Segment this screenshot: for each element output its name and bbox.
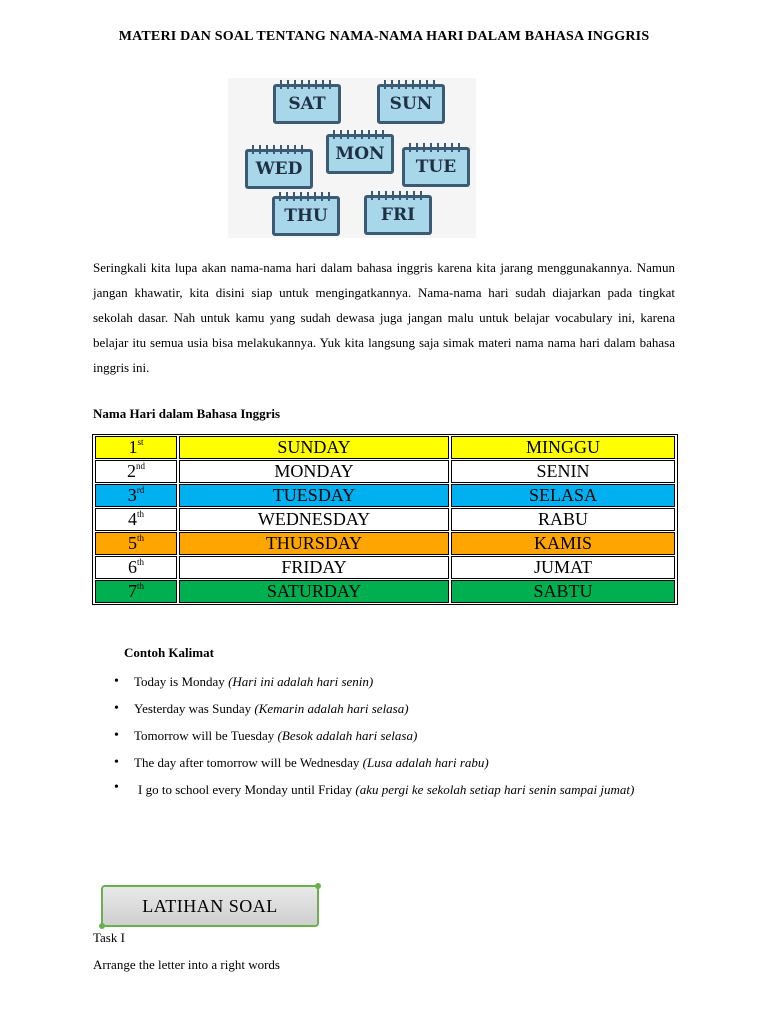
day-ordinal: 7th — [95, 580, 177, 603]
example-en: I go to school every Monday until Friday — [138, 782, 353, 797]
example-item — [93, 749, 675, 776]
calendar-card-sun: SUN — [377, 84, 445, 124]
days-calendar-illustration — [228, 78, 476, 238]
example-translation: (Besok adalah hari selasa) — [277, 728, 418, 743]
calendar-card-thu: THU — [272, 196, 340, 236]
day-indonesian: MINGGU — [451, 436, 675, 459]
day-ordinal: 4th — [95, 508, 177, 531]
examples-list — [93, 668, 675, 802]
example-item — [93, 776, 675, 802]
task-title: Task I — [93, 930, 125, 945]
example-en: Yesterday was Sunday — [134, 701, 252, 716]
example-translation: (Kemarin adalah hari selasa) — [254, 701, 409, 716]
day-indonesian: KAMIS — [451, 532, 675, 555]
day-row — [95, 436, 675, 459]
example-translation: (aku pergi ke sekolah setiap hari senin sampai jumat) — [355, 782, 635, 797]
day-ordinal: 1st — [95, 436, 177, 459]
day-english: TUESDAY — [179, 484, 449, 507]
calendar-card-mon: MON — [326, 134, 394, 174]
examples-heading: Contoh Kalimat — [124, 645, 214, 660]
calendar-card-fri: FRI — [364, 195, 432, 235]
page-title: MATERI DAN SOAL TENTANG NAMA-NAMA HARI DALAM BAHASA INGGRIS — [118, 29, 650, 44]
day-english: MONDAY — [179, 460, 449, 483]
day-english: SATURDAY — [179, 580, 449, 603]
intro-paragraph: Seringkali kita lupa akan nama-nama hari dalam bahasa inggris karena kita jarang menggunakannya. Namun jangan khawatir, kita disini siap untuk mengingatkannya. Nama-nama hari sudah diajarkan pada tingkat sekolah dasar. Nah untuk kamu yang sudah dewasa juga jangan malu untuk belajar vocabulary ini, karena belajar itu semua usia bisa melakukannya. Yuk kita langsung saja simak materi nama nama hari dalam bahasa inggris ini. — [93, 260, 675, 375]
days-table — [92, 434, 678, 605]
example-translation: (Lusa adalah hari rabu) — [362, 755, 489, 770]
day-row — [95, 484, 675, 507]
day-ordinal: 2nd — [95, 460, 177, 483]
day-ordinal: 5th — [95, 532, 177, 555]
task-instruction: Arrange the letter into a right words — [93, 957, 280, 972]
day-indonesian: JUMAT — [451, 556, 675, 579]
calendar-card-wed: WED — [245, 149, 313, 189]
day-indonesian: SELASA — [451, 484, 675, 507]
day-ordinal: 6th — [95, 556, 177, 579]
calendar-card-sat: SAT — [273, 84, 341, 124]
example-item — [93, 695, 675, 722]
day-english: THURSDAY — [179, 532, 449, 555]
calendar-card-tue: TUE — [402, 147, 470, 187]
latihan-soal-banner: LATIHAN SOAL — [101, 885, 319, 927]
example-item — [93, 668, 675, 695]
day-indonesian: RABU — [451, 508, 675, 531]
day-row — [95, 556, 675, 579]
example-translation: (Hari ini adalah hari senin) — [228, 674, 374, 689]
day-row — [95, 460, 675, 483]
day-row — [95, 532, 675, 555]
day-ordinal: 3rd — [95, 484, 177, 507]
day-english: FRIDAY — [179, 556, 449, 579]
example-en: The day after tomorrow will be Wednesday — [134, 755, 360, 770]
example-item — [93, 722, 675, 749]
day-indonesian: SENIN — [451, 460, 675, 483]
day-row — [95, 508, 675, 531]
day-row — [95, 580, 675, 603]
table-heading: Nama Hari dalam Bahasa Inggris — [93, 406, 281, 421]
example-en: Today is Monday — [134, 674, 225, 689]
day-english: WEDNESDAY — [179, 508, 449, 531]
example-en: Tomorrow will be Tuesday — [134, 728, 275, 743]
day-english: SUNDAY — [179, 436, 449, 459]
day-indonesian: SABTU — [451, 580, 675, 603]
